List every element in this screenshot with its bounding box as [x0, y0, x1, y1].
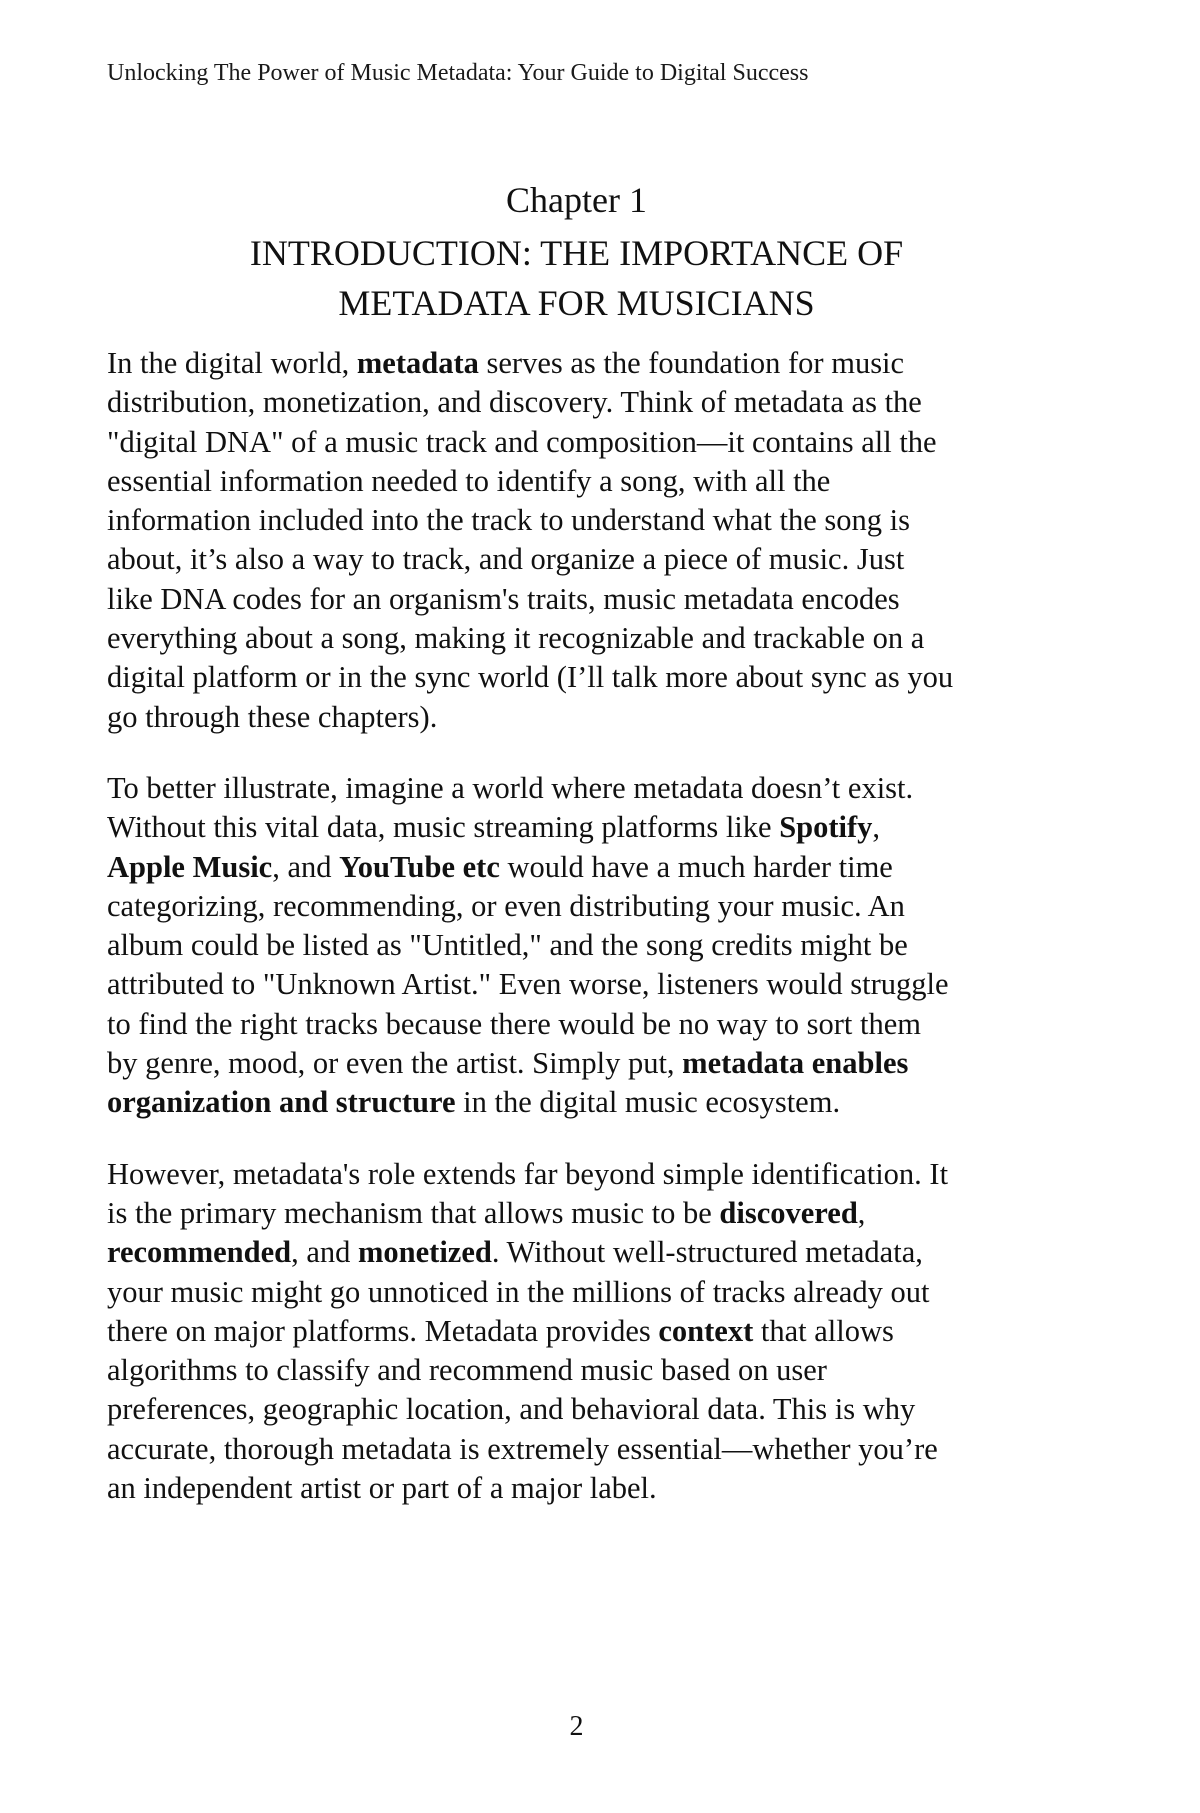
text-run: is the primary mechanism that allows music to be	[107, 1195, 720, 1230]
text-run: . Without well-structured metadata,	[491, 1235, 923, 1270]
text-run: information included into the track to understand what the song is	[107, 503, 910, 538]
text-line	[107, 1194, 1067, 1233]
bold-text: Spotify	[779, 810, 873, 845]
body-text	[107, 344, 1067, 1540]
text-run: ,	[872, 810, 881, 845]
page-number: 2	[569, 1711, 584, 1742]
body-paragraph	[107, 1155, 1067, 1509]
text-line	[107, 926, 1067, 965]
text-run: , and	[272, 849, 340, 884]
bold-text: metadata enables	[682, 1046, 909, 1081]
text-run: Without this vital data, music streaming platforms like	[107, 810, 780, 845]
text-run: algorithms to classify and recommend music based on user	[107, 1353, 827, 1388]
text-line	[107, 658, 1067, 697]
text-line	[107, 698, 1067, 737]
text-run: However, metadata's role extends far beyond simple identification. It	[107, 1156, 949, 1191]
text-run: "digital DNA" of a music track and composition—it contains all the	[107, 424, 937, 459]
text-line	[107, 1155, 1067, 1194]
text-line	[107, 1469, 1067, 1508]
text-line	[107, 580, 1067, 619]
bold-text: context	[658, 1313, 754, 1348]
chapter-title-line: INTRODUCTION: THE IMPORTANCE OF	[249, 233, 904, 273]
text-line	[107, 462, 1067, 501]
text-run: like DNA codes for an organism's traits, music metadata encodes	[107, 581, 900, 616]
text-run: categorizing, recommending, or even distributing your music. An	[107, 888, 905, 923]
text-run: To better illustrate, imagine a world where metadata doesn’t exist.	[107, 770, 914, 805]
text-run: album could be listed as "Untitled," and the song credits might be	[107, 928, 908, 963]
text-run: essential information needed to identify a song, with all the	[107, 463, 831, 498]
bold-text: organization and structure	[107, 1085, 456, 1120]
text-run: about, it’s also a way to track, and organize a piece of music. Just	[107, 542, 905, 577]
bold-text: monetized	[358, 1235, 492, 1270]
text-line	[107, 887, 1067, 926]
body-paragraph	[107, 344, 1067, 737]
text-line	[107, 1351, 1067, 1390]
text-line	[107, 808, 1067, 847]
bold-text: discovered	[719, 1195, 858, 1230]
body-paragraph	[107, 769, 1067, 1123]
text-line	[107, 1044, 1067, 1083]
text-run: distribution, monetization, and discovery. Think of metadata as the	[107, 385, 922, 420]
text-line	[107, 344, 1067, 383]
text-line	[107, 540, 1067, 579]
text-line	[107, 383, 1067, 422]
text-run: in the digital music ecosystem.	[455, 1085, 841, 1120]
text-line	[107, 501, 1067, 540]
text-run: attributed to "Unknown Artist." Even worse, listeners would struggle	[107, 967, 949, 1002]
text-run: accurate, thorough metadata is extremely essential—whether you’re	[107, 1431, 938, 1466]
text-line	[107, 965, 1067, 1004]
bold-text: recommended	[107, 1235, 292, 1270]
text-run: In the digital world,	[107, 346, 357, 380]
text-line	[107, 769, 1067, 808]
text-run: would have a much harder time	[499, 849, 893, 884]
text-line	[107, 1390, 1067, 1429]
chapter-label: Chapter 1	[506, 180, 647, 220]
text-run: serves as the foundation for music	[478, 346, 905, 380]
text-run: everything about a song, making it recognizable and trackable on a	[107, 621, 925, 656]
text-line	[107, 848, 1067, 887]
text-line	[107, 1273, 1067, 1312]
text-run: your music might go unnoticed in the millions of tracks already out	[107, 1274, 930, 1309]
text-line	[107, 423, 1067, 462]
text-run: by genre, mood, or even the artist. Simply put,	[107, 1046, 683, 1081]
text-line	[107, 1312, 1067, 1351]
text-run: digital platform or in the sync world (I’ll talk more about sync as you	[107, 660, 954, 695]
text-line	[107, 1233, 1067, 1272]
bold-text: metadata	[356, 346, 479, 380]
text-run: ,	[857, 1195, 866, 1230]
text-run: that allows	[753, 1313, 894, 1348]
text-line	[107, 1005, 1067, 1044]
text-run: there on major platforms. Metadata provides	[107, 1313, 659, 1348]
chapter-title-line: METADATA FOR MUSICIANS	[338, 283, 815, 323]
bold-text: YouTube etc	[339, 849, 500, 884]
text-run: , and	[291, 1235, 359, 1270]
text-line	[107, 1083, 1067, 1122]
text-line	[107, 619, 1067, 658]
chapter-title	[0, 228, 1153, 328]
running-header: Unlocking The Power of Music Metadata: Your Guide to Digital Success	[107, 60, 809, 86]
text-run: an independent artist or part of a major label.	[107, 1471, 657, 1506]
text-run: go through these chapters).	[107, 699, 438, 734]
text-run: preferences, geographic location, and behavioral data. This is why	[107, 1392, 916, 1427]
text-line	[107, 1430, 1067, 1469]
text-run: to find the right tracks because there would be no way to sort them	[107, 1006, 921, 1041]
bold-text: Apple Music	[107, 849, 273, 884]
